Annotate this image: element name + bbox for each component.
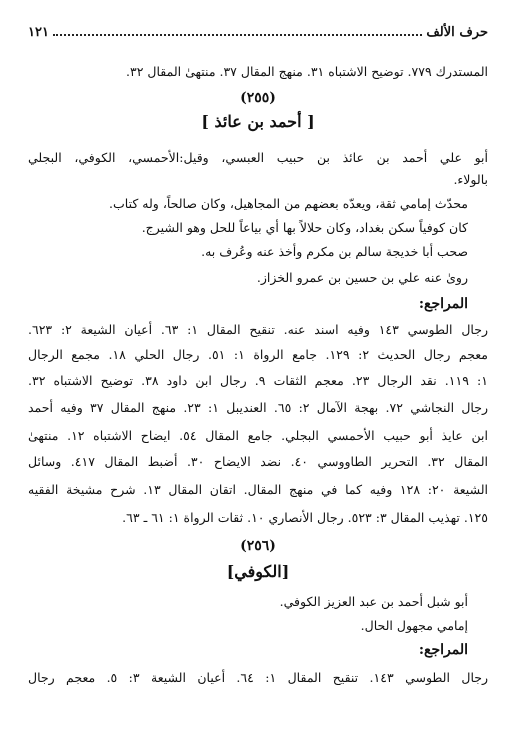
page-number: ١٢١ — [28, 24, 49, 40]
entry-number-255: (٢٥٥) — [240, 90, 276, 106]
entry-255-intro-line: بالولاء. — [453, 172, 488, 187]
entry-256-intro-line: أبو شبل أحمد بن عبد العزيز الكوفي. — [279, 594, 468, 609]
entry-255-point: محدّث إمامي ثقة، ويعدّه بعضهم من المجاهيل، وكان صالحاً، وله كتاب. — [109, 196, 468, 211]
reference-line: ١: ١١٩. نقد الرجال ٢٣. معجم الثقات ٩. رجال ابن داود ٣٨. توضيح الاشتباه ٣٢. — [28, 373, 488, 388]
reference-line: رجال الطوسي ١٤٣. تنقيح المقال ١: ٦٤. أعيان الشيعة ٣: ٥. معجم رجال — [28, 670, 489, 685]
entry-256-point: إمامي مجهول الحال. — [360, 618, 468, 633]
references-heading-255: المراجع: — [418, 296, 468, 312]
entry-255-point: روىٰ عنه علي بن حسين بن عمرو الخزاز. — [256, 270, 468, 285]
header-dot-leader — [53, 34, 422, 36]
page-header — [28, 22, 488, 42]
entry-255-intro-line: أبو علي أحمد بن عائذ بن حبيب العبسي، وقيل:الأحمسي، الكوفي، البجلي — [28, 150, 488, 165]
continued-references-line: المستدرك ٧٧٩. توضيح الاشتباه ٣١. منهج المقال ٣٧. منتهىٰ المقال ٣٢. — [126, 64, 488, 79]
reference-line: المقال ٣٢. التحرير الطاووسي ٤٠. نضد الايضاح ٣٠. أضبط المقال ٤١٧. وسائل — [28, 454, 488, 469]
entry-255-point: كان كوفياً سكن بغداد، وكان حلالاً بها أي بياعاً للحل وهو الشيرج. — [141, 220, 468, 235]
reference-line: رجال الطوسي ١٤٣ وفيه اسند عنه. تنقيح المقال ١: ٦٣. أعيان الشيعة ٢: ٦٢٣. — [28, 322, 488, 337]
reference-line: رجال النجاشي ٧٢. بهجة الآمال ٢: ٦٥. العنديبل ١: ٢٣. منهج المقال ٣٧ وفيه أحمد — [28, 400, 489, 415]
references-heading-256: المراجع: — [418, 642, 468, 658]
reference-line: ابن عايذ أبو حبيب الأحمسي البجلي. جامع المقال ٥٤. ايضاح الاشتباه ١٢. منتهىٰ — [28, 428, 488, 443]
header-title: حرف الألف — [426, 24, 488, 40]
entry-255-point: صحب أبا خديجة سالم بن مكرم وأخذ عنه وعُرف به. — [201, 244, 468, 259]
reference-line: الشيعة ٢٠: ١٢٨ وفيه كما في منهج المقال. اتقان المقال ١٣. شرح مشيخة الفقيه — [28, 482, 489, 497]
reference-line: معجم رجال الحديث ٢: ١٢٩. جامع الرواة ١: ٥١. رجال الحلي ١٨. مجمع الرجال — [28, 347, 488, 362]
reference-line: ١٢٥. تهذيب المقال ٣: ٥٢٣. رجال الأنصاري ١٠. ثقات الرواة ١: ٦١ ـ ٦٣. — [122, 510, 488, 525]
entry-number-256: (٢٥٦) — [240, 538, 276, 554]
entry-title-255: [ أحمد بن عائذ ] — [201, 112, 315, 131]
entry-title-256: [الكوفي] — [226, 562, 290, 581]
